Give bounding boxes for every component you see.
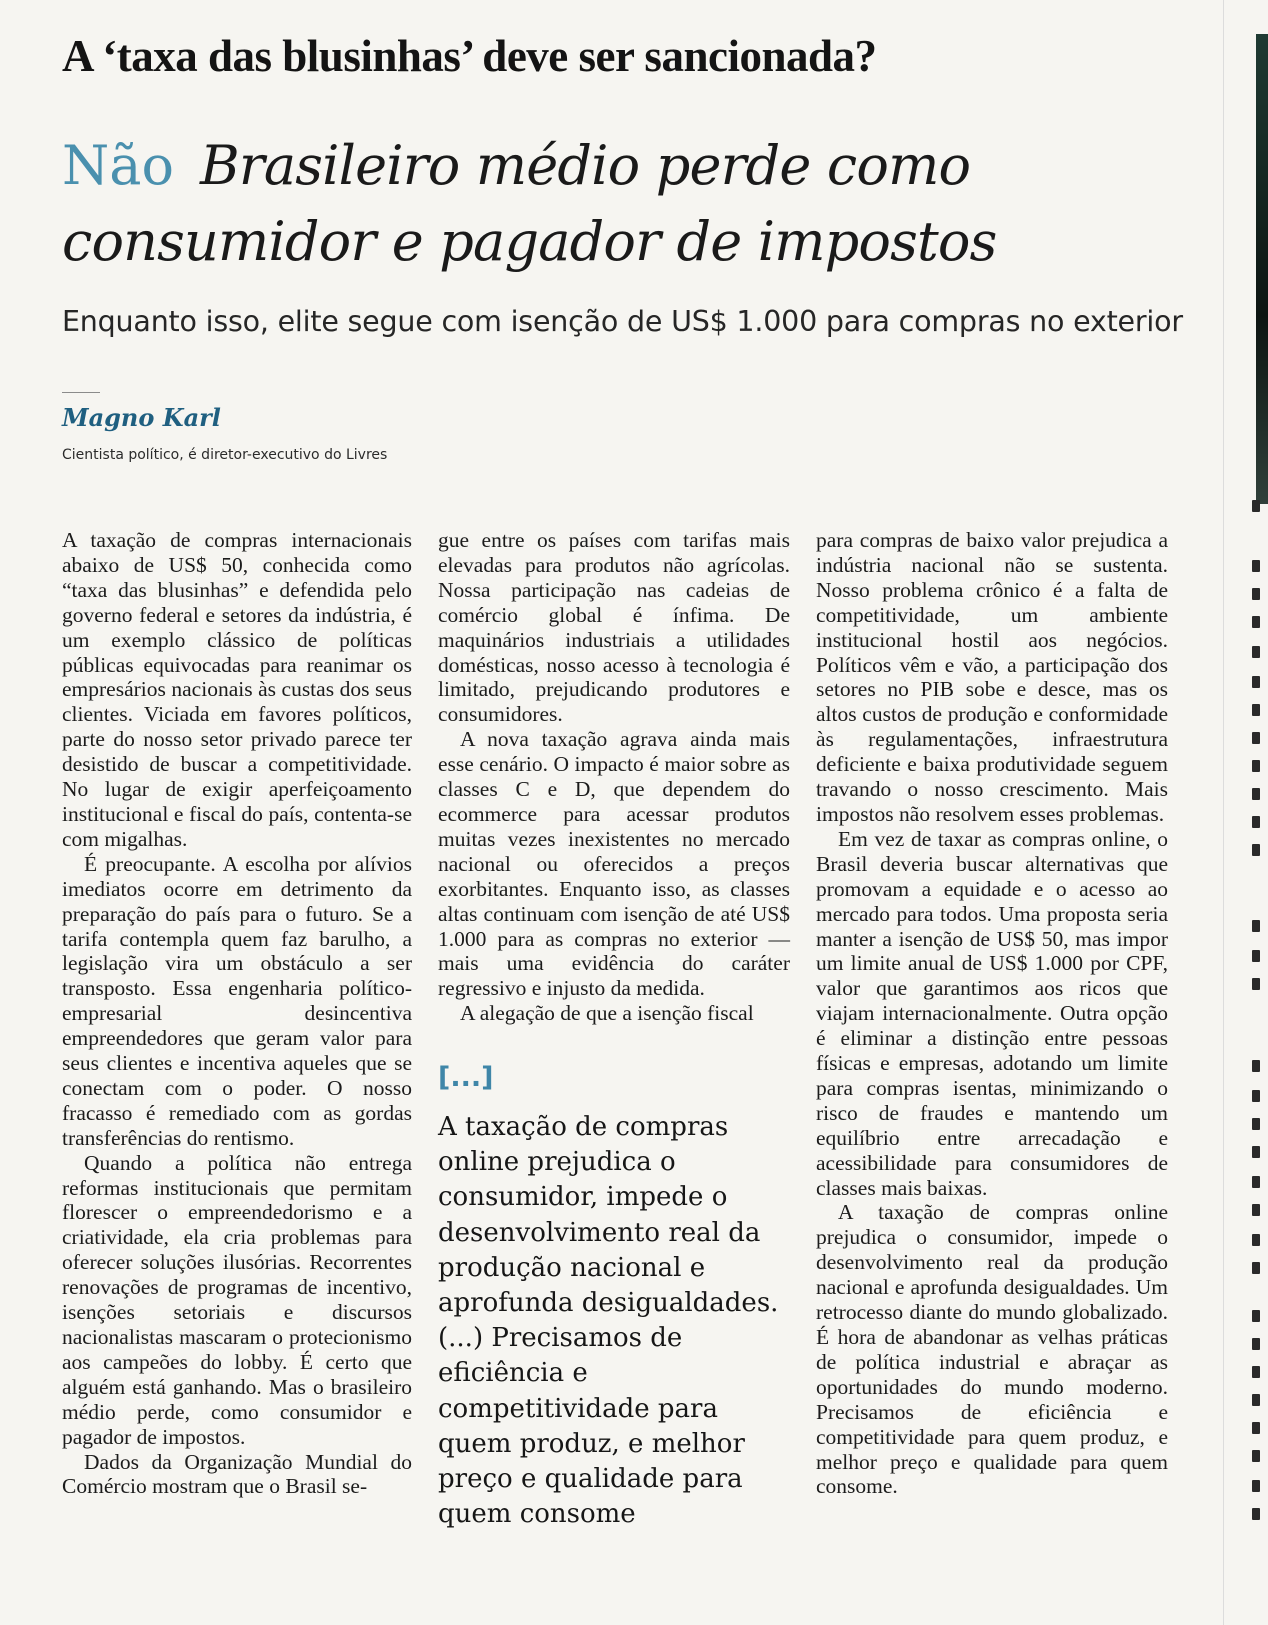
body-column-1 — [62, 528, 412, 1499]
body-paragraph: A taxação de compras online prejudica o consumidor, impede o desenvolvimento real da produção nacional e aprofunda desigualdades. Um retrocesso diante do mundo globalizado. É hora de abandonar as velhas práticas de política industrial e abraçar as oportunidades do mundo moderno. Precisamos de eficiência e competitividade para quem produz, e melhor preço e qualidade para quem consome. — [816, 1200, 1168, 1499]
author-bio: Cientista político, é diretor-executivo do Livres — [62, 447, 388, 463]
adjacent-photo-strip — [1256, 34, 1268, 504]
author-name: Magno Karl — [62, 403, 221, 432]
body-paragraph: Dados da Organização Mundial do Comércio mostram que o Brasil se- — [62, 1449, 412, 1499]
pullquote-marker: [...] — [438, 1062, 494, 1093]
verdict-label: Não — [62, 134, 174, 197]
body-paragraph: É preocupante. A escolha por alívios imediatos ocorre em detrimento da preparação do país para o futuro. Se a tarifa contempla quem faz barulho, a legislação vira um obstáculo a ser transposto. Essa engenharia político-empresarial desincentiva empreendedores que geram valor para seus clientes e incentiva aqueles que se conectam com o poder. O nosso fracasso é remediado com as gordas transferências do rentismo. — [62, 851, 412, 1150]
headline — [62, 128, 1182, 280]
body-paragraph: gue entre os países com tarifas mais elevadas para produtos não agrícolas. Nossa participação nas cadeias de comércio global é ínfima. De maquinários industriais a utilidades domésticas, nosso acesso à tecnologia é limitado, prejudicando produtores e consumidores. — [438, 528, 790, 727]
body-paragraph: para compras de baixo valor prejudica a indústria nacional não se sustenta. Nosso problema crônico é a falta de competitividade, um ambiente institucional hostil aos negócios. Políticos vêm e vão, a participação dos setores no PIB sobe e desce, mas os altos custos de produção e conformidade às regulamentações, infraestrutura deficiente e baixa produtividade seguem travando o nosso crescimento. Mais impostos não resolvem esses problemas. — [816, 528, 1168, 826]
body-paragraph: A alegação de que a isenção fiscal — [460, 1001, 754, 1026]
deck-subtitle: Enquanto isso, elite segue com isenção de US$ 1.000 para compras no exterior — [62, 305, 1183, 338]
headline-text: Brasileiro médio perde como consumidor e pagador de impostos — [62, 134, 997, 273]
adjacent-page-edge — [1223, 0, 1268, 1625]
pull-quote: A taxação de compras online prejudica o consumidor, impede o desenvolvimento real da produção nacional e aprofunda desigualdades. (...) Precisamos de eficiência e competitividade para quem produz, e melhor preço e qualidade para quem consome — [438, 1112, 779, 1530]
body-paragraph: A taxação de compras internacionais abaixo de US$ 50, conhecida como “taxa das blusinhas” e defendida pelo governo federal e setores da indústria, é um exemplo clássico de políticas públicas equivocadas para reanimar os empresários nacionais às custas dos seus clientes. Viciada em favores políticos, parte do nosso setor privado parece ter desistido de buscar a competitividade. No lugar de exigir aperfeiçoamento institucional e fiscal do país, contenta-se com migalhas. — [62, 528, 412, 851]
body-paragraph: Quando a política não entrega reformas institucionais que permitam florescer o empreendedorismo e a criatividade, ela cria problemas para oferecer soluções ilusórias. Recorrentes renovações de programas de incentivo, isenções setoriais e discursos nacionalistas mascaram o protecionismo aos campeões do lobby. É certo que alguém está ganhando. Mas o brasileiro médio perde, como consumidor e pagador de impostos. — [62, 1150, 412, 1449]
adjacent-text-fragments — [1252, 500, 1262, 1600]
body-column-2 — [438, 528, 790, 1026]
page-title: A ‘taxa das blusinhas’ deve ser sancionada? — [62, 31, 877, 81]
author-divider — [62, 392, 100, 393]
body-paragraph: Em vez de taxar as compras online, o Brasil deveria buscar alternativas que promovam a equidade e o acesso ao mercado para todos. Uma proposta seria manter a isenção de US$ 50, mas impor um limite anual de US$ 1.000 por CPF, valor que garantimos aos ricos que viajam internacionalmente. Outra opção é eliminar a distinção entre pessoas físicas e empresas, adotando um limite para compras isentas, minimizando o risco de fraudes e mantendo um equilíbrio entre arrecadação e acessibilidade para consumidores de classes mais baixas. — [816, 826, 1168, 1200]
body-paragraph: A nova taxação agrava ainda mais esse cenário. O impacto é maior sobre as classes C e D, que dependem do ecommerce para acessar produtos muitas vezes inexistentes no mercado nacional ou oferecidos a preços exorbitantes. Enquanto isso, as classes altas continuam com isenção de até US$ 1.000 para as compras no exterior —mais uma evidência do caráter regressivo e injusto da medida. — [438, 727, 790, 1001]
body-column-3 — [816, 528, 1168, 1499]
